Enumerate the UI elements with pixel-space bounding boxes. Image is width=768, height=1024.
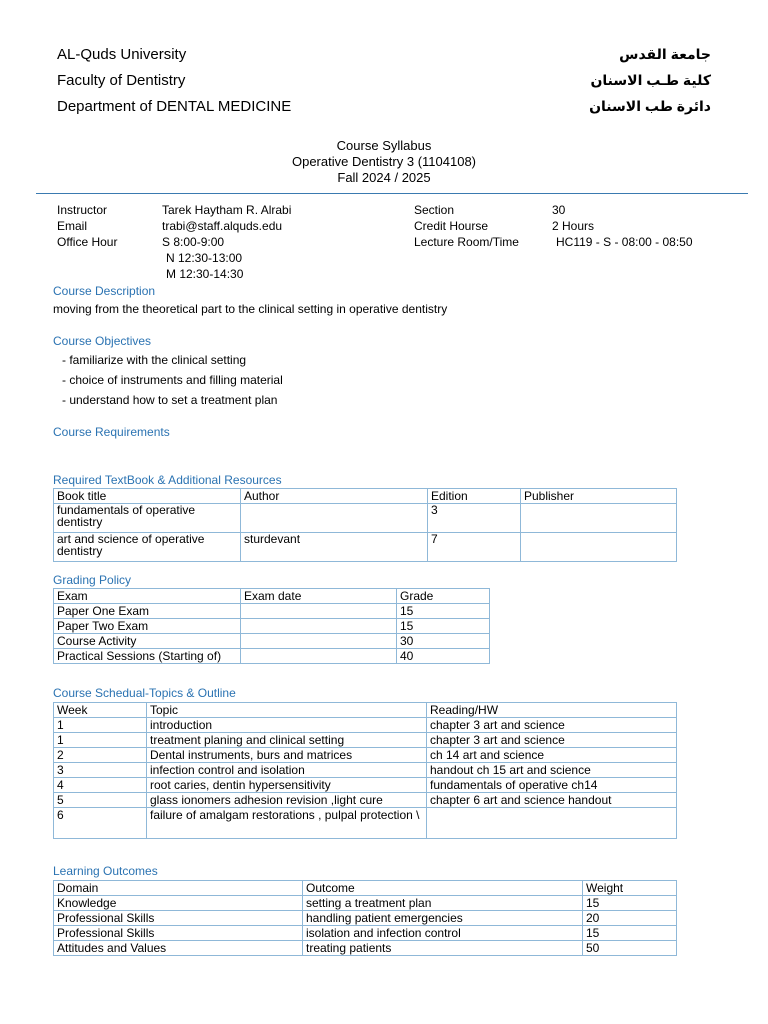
- topic-cell: glass ionomers adhesion revision ,light cure: [147, 793, 427, 808]
- table-header-row: [54, 703, 677, 718]
- week-cell: 6: [54, 808, 147, 839]
- room-label: Lecture Room/Time: [414, 235, 519, 249]
- table-row: [54, 793, 677, 808]
- title-line-2: Operative Dentistry 3 (1104108): [291, 154, 477, 169]
- info-labels-left: [57, 202, 117, 250]
- reading-cell: chapter 3 art and science: [427, 718, 677, 733]
- section-value: 30: [552, 203, 566, 217]
- reading-cell: chapter 6 art and science handout: [427, 793, 677, 808]
- domain-cell: Knowledge: [54, 896, 303, 911]
- domain-cell: Attitudes and Values: [54, 941, 303, 956]
- week-cell: 4: [54, 778, 147, 793]
- grading-table: [53, 588, 490, 664]
- exam-cell: Paper Two Exam: [54, 619, 241, 634]
- syllabus-title: [0, 138, 768, 186]
- table-header-row: [54, 489, 677, 504]
- week-cell: 5: [54, 793, 147, 808]
- table-row: [54, 926, 677, 941]
- instructor-value: Tarek Haytham R. Alrabi: [162, 203, 292, 217]
- reading-cell: [427, 808, 677, 839]
- author-cell: sturdevant: [241, 533, 428, 562]
- table-row: [54, 604, 490, 619]
- table-row: [54, 733, 677, 748]
- exam-date-cell: [241, 634, 397, 649]
- department-name-arabic: دائرة طب الاسنان: [589, 98, 711, 114]
- textbooks-heading: Required TextBook & Additional Resources: [53, 473, 282, 487]
- header-cell: Grade: [397, 589, 490, 604]
- week-cell: 2: [54, 748, 147, 763]
- table-row: [54, 533, 677, 562]
- header-cell: Exam: [54, 589, 241, 604]
- room-value: HC119 - S - 08:00 - 08:50: [556, 235, 693, 249]
- info-labels-right: [414, 202, 519, 250]
- edition-cell: 3: [428, 504, 521, 533]
- objective-item: - choice of instruments and filling material: [62, 373, 283, 387]
- office-hour-1: S 8:00-9:00: [162, 235, 225, 249]
- topic-cell: Dental instruments, burs and matrices: [147, 748, 427, 763]
- office-hour-3: M 12:30-14:30: [166, 267, 244, 281]
- header-cell: Edition: [428, 489, 521, 504]
- title-divider: [36, 193, 748, 194]
- domain-cell: Professional Skills: [54, 926, 303, 941]
- header-cell: Weight: [583, 881, 677, 896]
- objectives-list: [62, 350, 283, 410]
- outcome-cell: handling patient emergencies: [303, 911, 583, 926]
- table-row: [54, 941, 677, 956]
- reading-cell: ch 14 art and science: [427, 748, 677, 763]
- section-label: Section: [414, 203, 455, 217]
- objective-item: - understand how to set a treatment plan: [62, 393, 278, 407]
- outcome-cell: treating patients: [303, 941, 583, 956]
- faculty-name-arabic: كلية طـب الاسنان: [590, 72, 711, 88]
- table-row: [54, 763, 677, 778]
- title-line-3: Fall 2024 / 2025: [337, 170, 431, 185]
- header-cell: Domain: [54, 881, 303, 896]
- book-title-cell: art and science of operative dentistry: [54, 533, 241, 562]
- title-line-1: Course Syllabus: [336, 138, 432, 153]
- department-name: Department of DENTAL MEDICINE: [57, 98, 292, 115]
- course-description-text: moving from the theoretical part to the clinical setting in operative dentistry: [53, 302, 448, 316]
- outcome-cell: isolation and infection control: [303, 926, 583, 941]
- schedule-heading: Course Schedual-Topics & Outline: [53, 686, 236, 700]
- learning-outcomes-heading: Learning Outcomes: [53, 864, 158, 878]
- weight-cell: 50: [583, 941, 677, 956]
- course-requirements-heading: Course Requirements: [53, 425, 170, 439]
- course-objectives-heading: Course Objectives: [53, 334, 152, 348]
- publisher-cell: [521, 504, 677, 533]
- header-cell: Outcome: [303, 881, 583, 896]
- university-name: AL-Quds University: [57, 46, 187, 63]
- reading-cell: handout ch 15 art and science: [427, 763, 677, 778]
- office-hour-label: Office Hour: [57, 235, 118, 249]
- table-row: [54, 619, 490, 634]
- week-cell: 1: [54, 718, 147, 733]
- author-cell: [241, 504, 428, 533]
- exam-cell: Course Activity: [54, 634, 241, 649]
- exam-cell: Paper One Exam: [54, 604, 241, 619]
- email-label: Email: [57, 219, 88, 233]
- table-row: [54, 911, 677, 926]
- table-row: [54, 504, 677, 533]
- credit-label: Credit Hourse: [414, 219, 489, 233]
- topic-cell: treatment planing and clinical setting: [147, 733, 427, 748]
- header-cell: Week: [54, 703, 147, 718]
- learning-outcomes-table: [53, 880, 677, 956]
- topic-cell: introduction: [147, 718, 427, 733]
- weight-cell: 15: [583, 896, 677, 911]
- table-row: [54, 634, 490, 649]
- objective-item: - familiarize with the clinical setting: [62, 353, 247, 367]
- table-row: [54, 748, 677, 763]
- exam-date-cell: [241, 619, 397, 634]
- exam-date-cell: [241, 649, 397, 664]
- weight-cell: 20: [583, 911, 677, 926]
- reading-cell: fundamentals of operative ch14: [427, 778, 677, 793]
- outcome-cell: setting a treatment plan: [303, 896, 583, 911]
- exam-date-cell: [241, 604, 397, 619]
- grade-cell: 15: [397, 604, 490, 619]
- course-description-heading: Course Description: [53, 284, 156, 298]
- week-cell: 1: [54, 733, 147, 748]
- header-cell: Author: [241, 489, 428, 504]
- faculty-name: Faculty of Dentistry: [57, 72, 186, 89]
- table-row: [54, 896, 677, 911]
- email-value: trabi@staff.alquds.edu: [162, 219, 283, 233]
- grade-cell: 30: [397, 634, 490, 649]
- header-cell: Publisher: [521, 489, 677, 504]
- schedule-table: [53, 702, 677, 839]
- office-hour-2: N 12:30-13:00: [166, 251, 243, 265]
- week-cell: 3: [54, 763, 147, 778]
- table-row: [54, 649, 490, 664]
- domain-cell: Professional Skills: [54, 911, 303, 926]
- header-cell: Topic: [147, 703, 427, 718]
- exam-cell: Practical Sessions (Starting of): [54, 649, 241, 664]
- grading-policy-heading: Grading Policy: [53, 573, 132, 587]
- grade-cell: 15: [397, 619, 490, 634]
- topic-cell: root caries, dentin hypersensitivity: [147, 778, 427, 793]
- header-cell: Exam date: [241, 589, 397, 604]
- table-row: [54, 778, 677, 793]
- instructor-label: Instructor: [57, 203, 108, 217]
- header-cell: Reading/HW: [427, 703, 677, 718]
- university-name-arabic: جامعة القدس: [619, 46, 711, 62]
- topic-cell: failure of amalgam restorations , pulpal protection \: [147, 808, 427, 839]
- table-row: [54, 808, 677, 839]
- info-values-right: [552, 202, 693, 250]
- info-values-left: [162, 202, 291, 282]
- textbooks-table: [53, 488, 677, 562]
- weight-cell: 15: [583, 926, 677, 941]
- table-header-row: [54, 589, 490, 604]
- edition-cell: 7: [428, 533, 521, 562]
- table-header-row: [54, 881, 677, 896]
- publisher-cell: [521, 533, 677, 562]
- reading-cell: chapter 3 art and science: [427, 733, 677, 748]
- topic-cell: infection control and isolation: [147, 763, 427, 778]
- table-row: [54, 718, 677, 733]
- grade-cell: 40: [397, 649, 490, 664]
- header-cell: Book title: [54, 489, 241, 504]
- credit-value: 2 Hours: [552, 219, 595, 233]
- book-title-cell: fundamentals of operative dentistry: [54, 504, 241, 533]
